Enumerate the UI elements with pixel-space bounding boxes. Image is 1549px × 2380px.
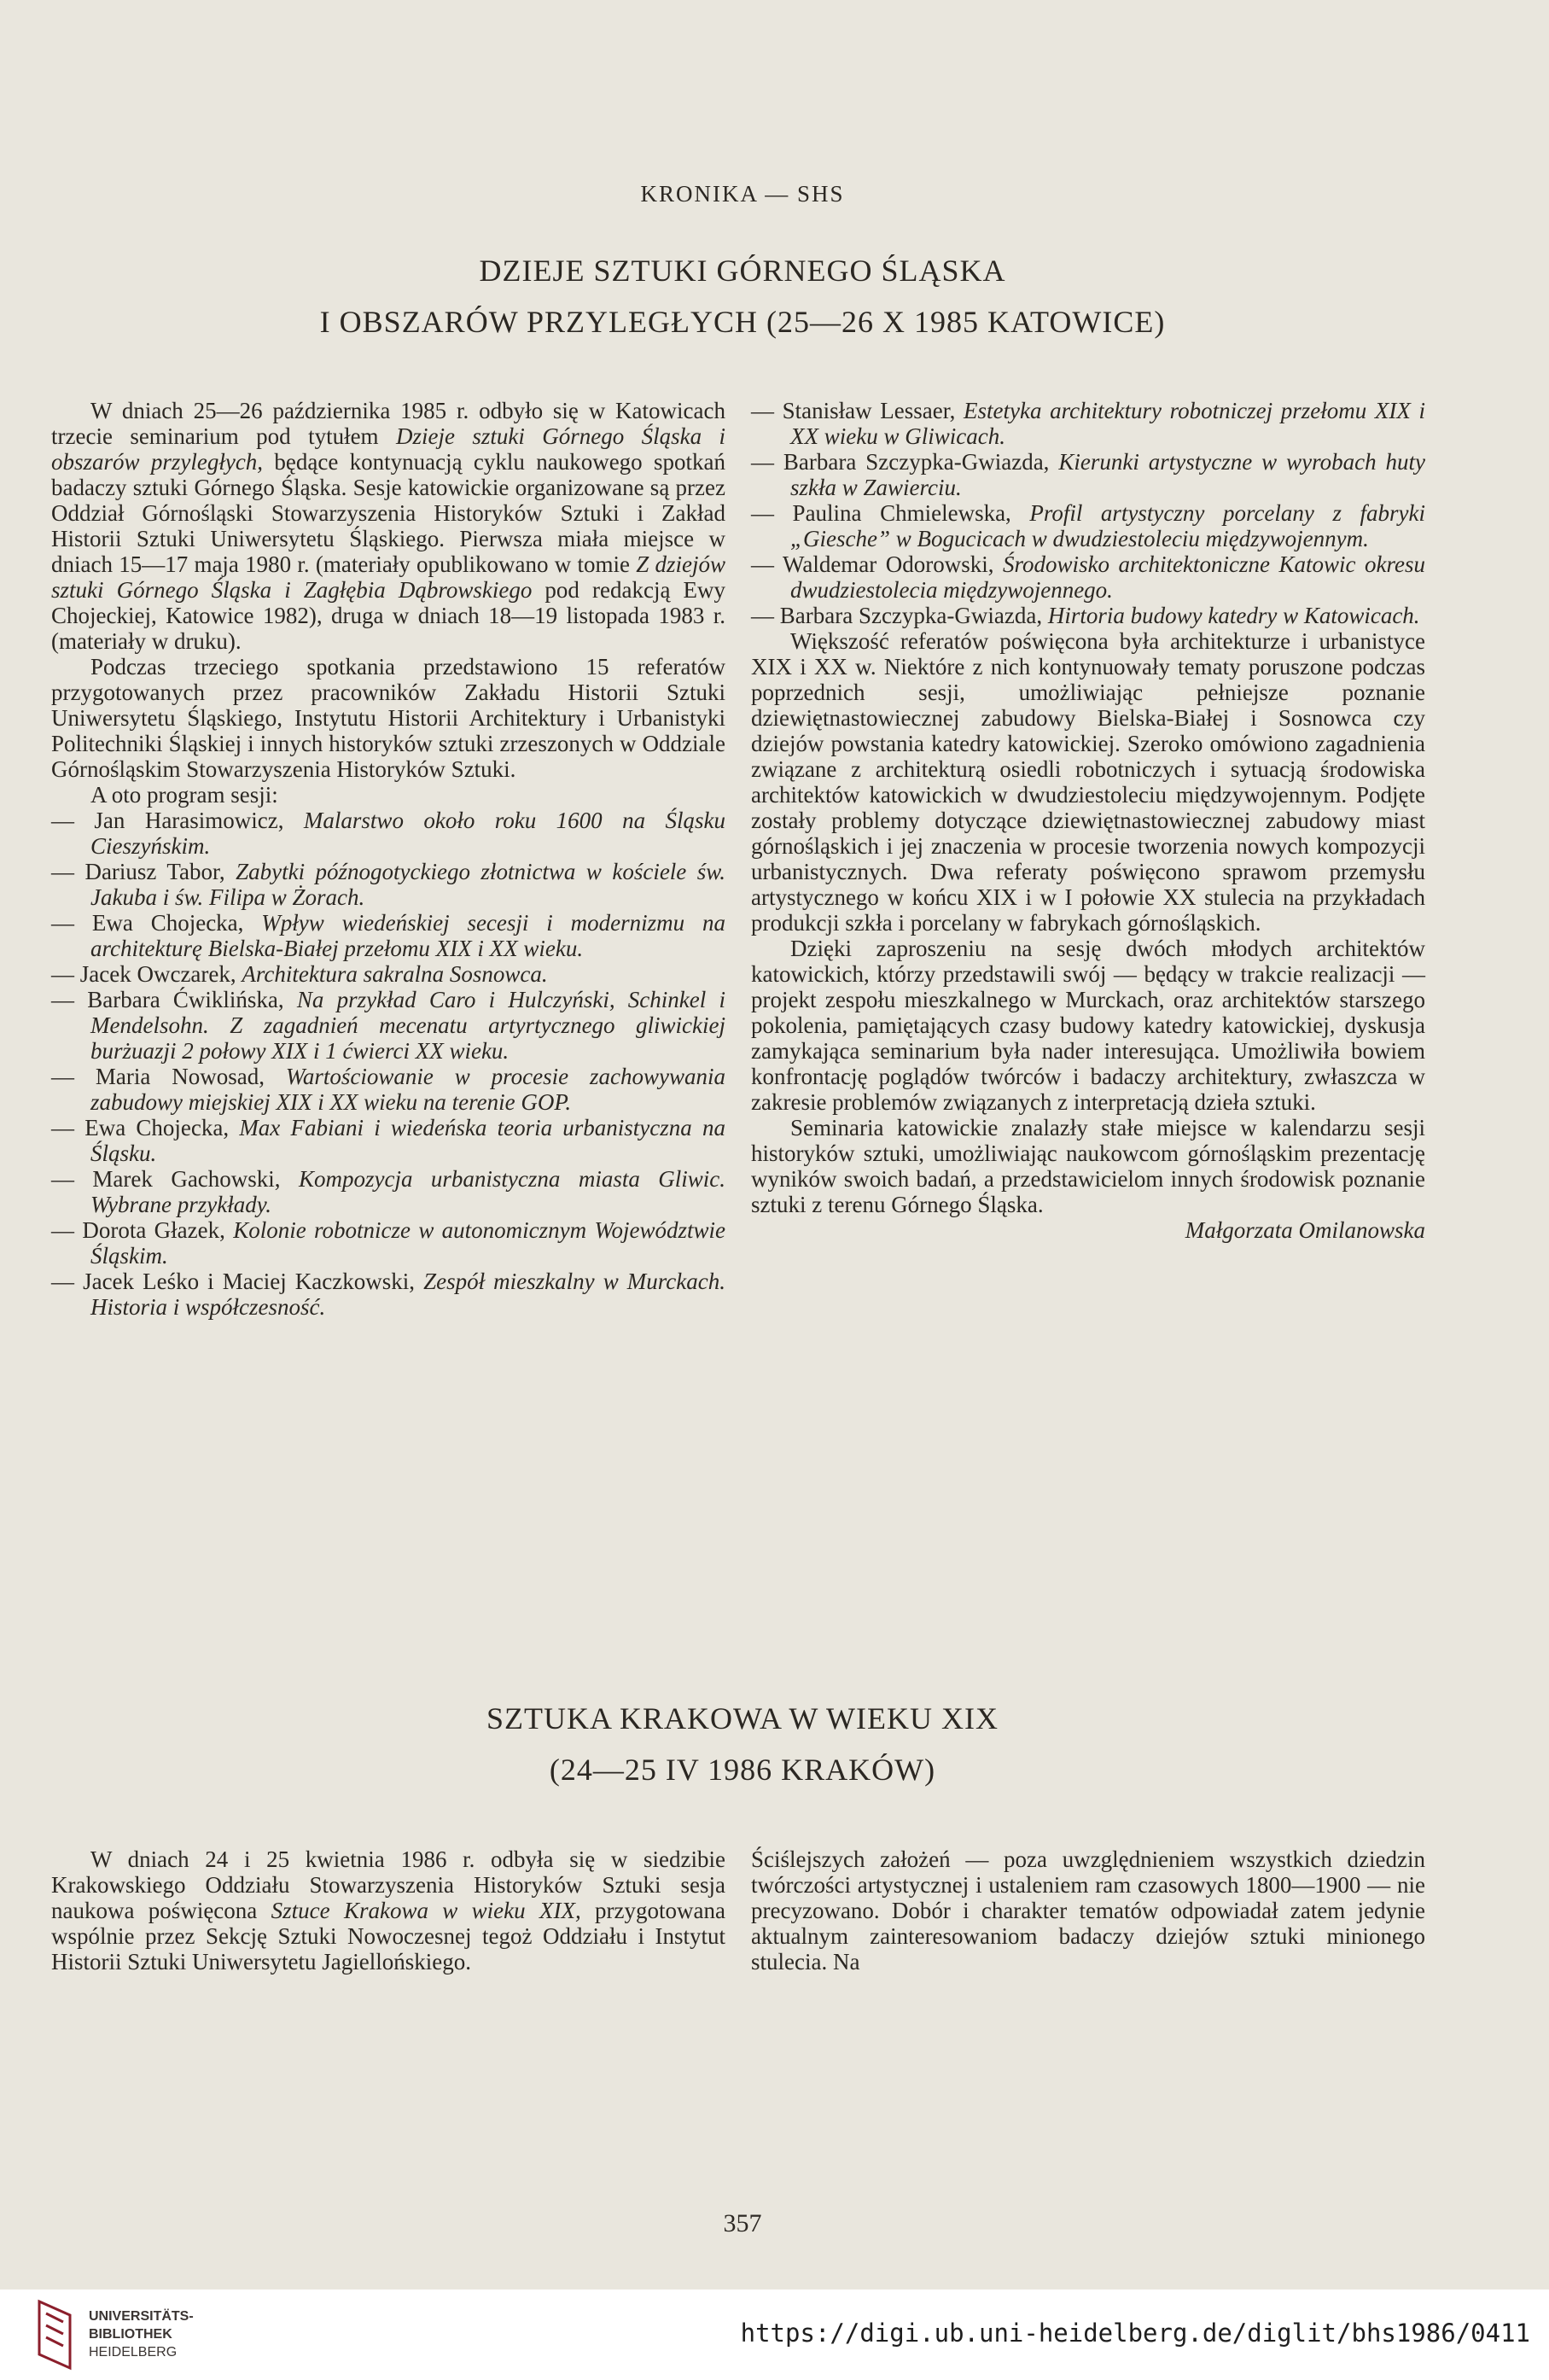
article2-text: W dniach 24 i 25 kwietnia 1986 r. odbyła się w siedzibie Krakowskiego Oddziału Stowarzyszenia Historyków Sztuki sesja naukowa poświęcona: [51, 1846, 725, 1923]
article2-right-paragraph: Ściślejszych założeń — poza uwzględnieniem wszystkich dziedzin twórczości artystycznej i ustaleniem ram czasowych 1800—1900 — nie precyzowano. Dobór i charakter tematów odpowiadał zatem jedynie aktualnym zainteresowaniom badaczy dziejów sztuki minionego stulecia. Na: [751, 1846, 1425, 1975]
program-item: [751, 398, 1425, 449]
program-talk-title: Wpływ wiedeńskiej secesji i modernizmu na architekturę Bielska-Białej przełomu XIX i XX wieku.: [90, 910, 725, 961]
program-talk-title: Wartościowanie w procesie zachowywania zabudowy miejskiej XIX i XX wieku na terenie GOP.: [90, 1064, 725, 1115]
program-talk-title: Estetyka architektury robotniczej przełomu XIX i XX wieku w Gliwicach.: [790, 398, 1425, 449]
program-talk-title: Hirtoria budowy katedry w Katowicach.: [1047, 603, 1420, 628]
program-talk-title: Kompozycja urbanistyczna miasta Gliwic. Wybrane przykłady.: [90, 1166, 725, 1217]
program-author: — Jacek Owczarek,: [51, 961, 242, 987]
author-signature: Małgorzata Omilanowska: [1185, 1217, 1425, 1243]
program-talk-title: Max Fabiani i wiedeńska teoria urbanistyczna na Śląsku.: [90, 1115, 725, 1166]
library-name: [89, 2307, 194, 2361]
program-author: — Dorota Głazek,: [51, 1217, 234, 1243]
program-item: [51, 1115, 725, 1166]
program-talk-title: Profil artystyczny porcelany z fabryki „Giesche” w Bogucicach w dwudziestoleciu międzywojennym.: [790, 500, 1425, 551]
article1-left-column: [51, 398, 725, 1320]
program-talk-title: Kolonie robotnicze w autonomicznym Województwie Śląskim.: [90, 1217, 725, 1269]
program-author: — Jan Harasimowicz,: [51, 808, 304, 833]
article2-right-column: [751, 1846, 1425, 1975]
program-author: — Barbara Szczypka-Gwiazda,: [751, 603, 1048, 628]
article2-title-line1: SZTUKA KRAKOWA W WIEKU XIX: [486, 1701, 999, 1735]
library-name-line: UNIVERSITÄTS-: [89, 2309, 194, 2324]
article1-paragraph-2: Podczas trzeciego spotkania przedstawiono 15 referatów przygotowanych przez pracowników Zakładu Historii Sztuki Uniwersytetu Śląskiego, Instytutu Historii Architektury i Urbanistyki Politechniki Śląskiej i innych historyków sztuki zrzeszonych w Oddziale Górnośląskim Stowarzyszenia Historyków Sztuki.: [51, 654, 725, 782]
article2-title-line2: (24—25 IV 1986 KRAKÓW): [549, 1753, 936, 1787]
program-item: [751, 551, 1425, 603]
program-author: — Paulina Chmielewska,: [751, 500, 1030, 526]
intro-cited-volume: Z dziejów sztuki Górnego Śląska i Zagłębia Dąbrowskiego: [51, 551, 725, 603]
program-author: — Jacek Leśko i Maciej Kaczkowski,: [51, 1269, 424, 1294]
intro-text: W dniach 25—26 października 1985 r. odbyło się w Katowicach trzecie seminarium pod tytułem: [51, 398, 725, 449]
program-list-left: [51, 808, 725, 1320]
program-item: [51, 859, 725, 910]
program-author: — Dariusz Tabor,: [51, 859, 236, 884]
article2-left-column: [51, 1846, 725, 1975]
program-item: [751, 603, 1425, 628]
page-number: 357: [723, 2209, 762, 2237]
program-author: — Maria Nowosad,: [51, 1064, 286, 1089]
program-author: — Barbara Ćwiklińska,: [51, 987, 297, 1012]
program-item: [51, 1166, 725, 1217]
program-talk-title: Na przykład Caro i Hulczyński, Schinkel i Mendelsohn. Z zagadnień mecenatu artyrtycznego gliwickiej burżuazji 2 połowy XIX i 1 ćwierci XX wieku.: [90, 987, 725, 1064]
program-author: — Ewa Chojecka,: [51, 910, 262, 936]
article2-text: przygotowana wspólnie przez Sekcję Sztuki Nowoczesnej tegoż Oddziału i Instytut Historii Sztuki Uniwersytetu Jagiellońskiego.: [51, 1898, 725, 1975]
program-item: [51, 1064, 725, 1115]
program-talk-title: Architektura sakralna Sosnowca.: [242, 961, 548, 987]
article2-session-title: Sztuce Krakowa w wieku XIX,: [271, 1898, 581, 1923]
running-header: KRONIKA — SHS: [640, 181, 845, 207]
article1-right-column: [751, 398, 1425, 1243]
article1-title-line2: I OBSZARÓW PRZYLEGŁYCH (25—26 X 1985 KATOWICE): [319, 305, 1166, 339]
article1-title-line1: DZIEJE SZTUKI GÓRNEGO ŚLĄSKA: [479, 254, 1006, 288]
article1-paragraph-after-2: Dzięki zaproszeniu na sesję dwóch młodych architektów katowickich, którzy przedstawili swój — będący w trakcie realizacji — projekt zespołu mieszkalnego w Murckach, oraz architektów starszego pokolenia, pamiętających czasy budowy katedry katowickiej, dyskusja zamykająca seminarium była nader interesująca. Umożliwiła bowiem konfrontację poglądów twórców i badaczy architektury, zwłaszcza w zakresie problemów związanych z interpretacją dzieła sztuki.: [751, 936, 1425, 1115]
library-name-line: BIBLIOTHEK: [89, 2327, 172, 2342]
program-author: — Waldemar Odorowski,: [751, 551, 1004, 577]
program-item: [51, 1269, 725, 1320]
program-author: — Barbara Szczypka-Gwiazda,: [751, 449, 1059, 475]
program-author: — Stanisław Lessaer,: [751, 398, 964, 423]
library-logo-icon: [34, 2296, 75, 2373]
program-list-right: [751, 398, 1425, 628]
program-talk-title: Zespół mieszkalny w Murckach. Historia i współczesność.: [90, 1269, 725, 1320]
article1-paragraph-after-1: Większość referatów poświęcona była architekturze i urbanistyce XIX i XX w. Niektóre z nich kontynuowały tematy poruszone podczas poprzednich sesji, umożliwiając pełniejsze poznanie dziewiętnastowiecznej zabudowy Bielska-Białej i Sosnowca czy dziejów powstania katedry katowickiej. Szeroko omówiono zagadnienia związane z architekturą osiedli robotniczych i sytuacją środowiska architektów katowickich w dwudziestoleciu międzywojennym. Podjęte zostały problemy dotyczące dziewiętnastowiecznej zabudowy miast górnośląskich i jej znaczenia w procesie tworzenia nowych kompozycji urbanistycznych. Dwa referaty poświęcono sprawom przemysłu artystycznego w końcu XIX i w I połowie XX stulecia na przykładach produkcji szkła i porcelany w fabrykach górnośląskich.: [751, 628, 1425, 936]
source-url-link[interactable]: https://digi.ub.uni-heidelberg.de/diglit/bhs1986/0411: [740, 2319, 1530, 2348]
program-talk-title: Środowisko architektoniczne Katowic okresu dwudziestolecia międzywojennego.: [790, 551, 1425, 603]
program-item: [51, 910, 725, 961]
intro-title: Dzieje sztuki Górnego Śląska i obszarów przyległych,: [51, 423, 725, 475]
intro-text: pod redakcją Ewy Chojeckiej, Katowice 1982), druga w dniach 18—19 listopada 1983 r. (materiały w druku).: [51, 577, 726, 654]
article2-left-paragraph: [51, 1846, 725, 1975]
program-author: — Marek Gachowski,: [51, 1166, 299, 1192]
library-name-line: HEIDELBERG: [89, 2345, 178, 2360]
program-item: [51, 1217, 725, 1269]
program-talk-title: Zabytki późnogotyckiego złotnictwa w kościele św. Jakuba i św. Filipa w Żorach.: [90, 859, 726, 910]
program-item: [51, 961, 725, 987]
article1-paragraph-after-3: Seminaria katowickie znalazły stałe miejsce w kalendarzu sesji historyków sztuki, umożliwiając naukowcom górnośląskim prezentację wyników swoich badań, a przedstawicielom innych środowisk poznanie sztuki z terenu Górnego Śląska.: [751, 1115, 1425, 1217]
program-talk-title: Kierunki artystyczne w wyrobach huty szkła w Zawierciu.: [790, 449, 1425, 500]
article1-intro-paragraph: [51, 398, 725, 654]
program-author: — Ewa Chojecka,: [51, 1115, 240, 1140]
program-item: [51, 987, 725, 1064]
program-talk-title: Malarstwo około roku 1600 na Śląsku Cieszyńskim.: [90, 808, 725, 859]
intro-text: będące kontynuacją cyklu naukowego spotkań badaczy sztuki Górnego Śląska. Sesje katowickie organizowane są przez Oddział Górnośląski Stowarzyszenia Historyków Sztuki i Zakład Historii Sztuki Uniwersytetu Śląskiego. Pierwsza miała miejsce w dniach 15—17 maja 1980 r. (materiały opublikowano w tomie: [51, 449, 725, 577]
program-item: [751, 500, 1425, 551]
program-item: [51, 808, 725, 859]
program-item: [751, 449, 1425, 500]
program-intro: A oto program sesji:: [90, 782, 278, 808]
